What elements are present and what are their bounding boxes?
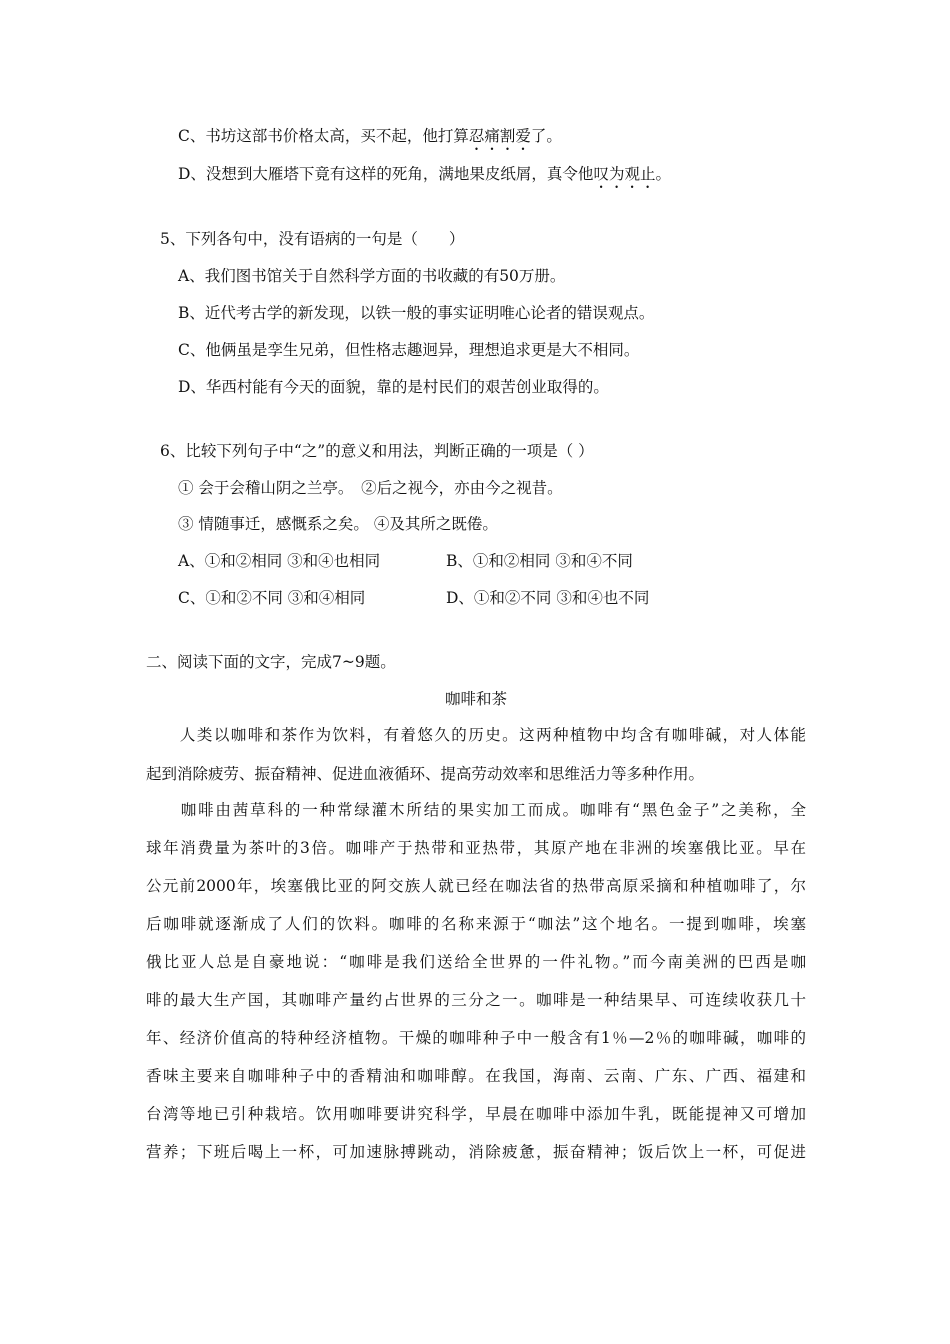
para2-line-8: 香味主要来自咖啡种子中的香精油和咖啡醇。在我国，海南、云南、广东、广西、福建和 xyxy=(146,1067,806,1085)
q4-option-c-emphasis: 忍痛割爱 xyxy=(468,127,531,145)
q4-option-d-emphasis: 叹为观止 xyxy=(593,165,656,183)
q4-option-d xyxy=(178,164,671,192)
article-title: 咖啡和茶 xyxy=(444,690,507,708)
para2-line-2: 球年消费量为茶叶的3倍。咖啡产于热带和亚热带，其原产地在非洲的埃塞俄比亚。早在 xyxy=(146,839,806,857)
para2-line-5: 俄比亚人总是自豪地说：“咖啡是我们送给全世界的一件礼物。”而今南美洲的巴西是咖 xyxy=(146,953,806,971)
q6-option-d: D、①和②不同 ③和④也不同 xyxy=(446,589,650,607)
q6-sentences-2: ③ 情随事迁，感慨系之矣。 ④及其所之既倦。 xyxy=(178,515,498,533)
q5-option-a: A、我们图书馆关于自然科学方面的书收藏的有50万册。 xyxy=(178,267,566,285)
q4-option-c-pre: C、书坊这部书价格太高，买不起，他打算 xyxy=(178,127,469,145)
q4-option-d-pre: D、没想到大雁塔下竟有这样的死角，满地果皮纸屑，真令他 xyxy=(178,165,594,183)
q6-option-a: A、①和②相同 ③和④也相同 xyxy=(178,552,381,570)
q4-option-c xyxy=(178,126,562,154)
q6-sentences-1: ① 会于会稽山阴之兰亭。 ②后之视今，亦由今之视昔。 xyxy=(178,479,563,497)
q4-option-d-post: 。 xyxy=(655,165,671,183)
para2-line-3: 公元前2000年，埃塞俄比亚的阿交族人就已经在咖法省的热带高原采摘和种植咖啡了，尔 xyxy=(146,877,806,895)
q6-stem: 6、比较下列句子中“之”的意义和用法，判断正确的一项是（ ） xyxy=(160,442,594,460)
q6-option-b: B、①和②相同 ③和④不同 xyxy=(446,552,633,570)
q6-option-c: C、①和②不同 ③和④相同 xyxy=(178,589,366,607)
q4-option-c-post: 了。 xyxy=(530,127,562,145)
para2-line-9: 台湾等地已引种栽培。饮用咖啡要讲究科学，早晨在咖啡中添加牛乳，既能提神又可增加 xyxy=(146,1105,806,1123)
para2-line-1: 咖啡由茜草科的一种常绿灌木所结的果实加工而成。咖啡有“黑色金子”之美称，全 xyxy=(146,801,806,819)
q5-option-b: B、近代考古学的新发现，以铁一般的事实证明唯心论者的错误观点。 xyxy=(178,304,655,322)
q5-stem: 5、下列各句中，没有语病的一句是（ ） xyxy=(160,230,465,248)
para2-line-10: 营养；下班后喝上一杯，可加速脉搏跳动，消除疲惫，振奋精神；饭后饮上一杯，可促进 xyxy=(146,1143,806,1161)
section2-heading: 二、阅读下面的文字，完成7~9题。 xyxy=(146,653,396,671)
q5-option-d: D、华西村能有今天的面貌，靠的是村民们的艰苦创业取得的。 xyxy=(178,378,609,396)
para2-line-6: 啡的最大生产国，其咖啡产量约占世界的三分之一。咖啡是一种结果早、可连续收获几十 xyxy=(146,991,806,1009)
para1-line-2: 起到消除疲劳、振奋精神、促进血液循环、提高劳动效率和思维活力等多种作用。 xyxy=(146,765,705,783)
q5-option-c: C、他俩虽是孪生兄弟，但性格志趣迥异，理想追求更是大不相同。 xyxy=(178,341,640,359)
para2-line-7: 年、经济价值高的特种经济植物。干燥的咖啡种子中一般含有1％—2％的咖啡碱，咖啡的 xyxy=(146,1029,806,1047)
para2-line-4: 后咖啡就逐渐成了人们的饮料。咖啡的名称来源于“咖法”这个地名。一提到咖啡，埃塞 xyxy=(146,915,806,933)
para1-line-1: 人类以咖啡和茶作为饮料，有着悠久的历史。这两种植物中均含有咖啡碱，对人体能 xyxy=(146,726,806,744)
